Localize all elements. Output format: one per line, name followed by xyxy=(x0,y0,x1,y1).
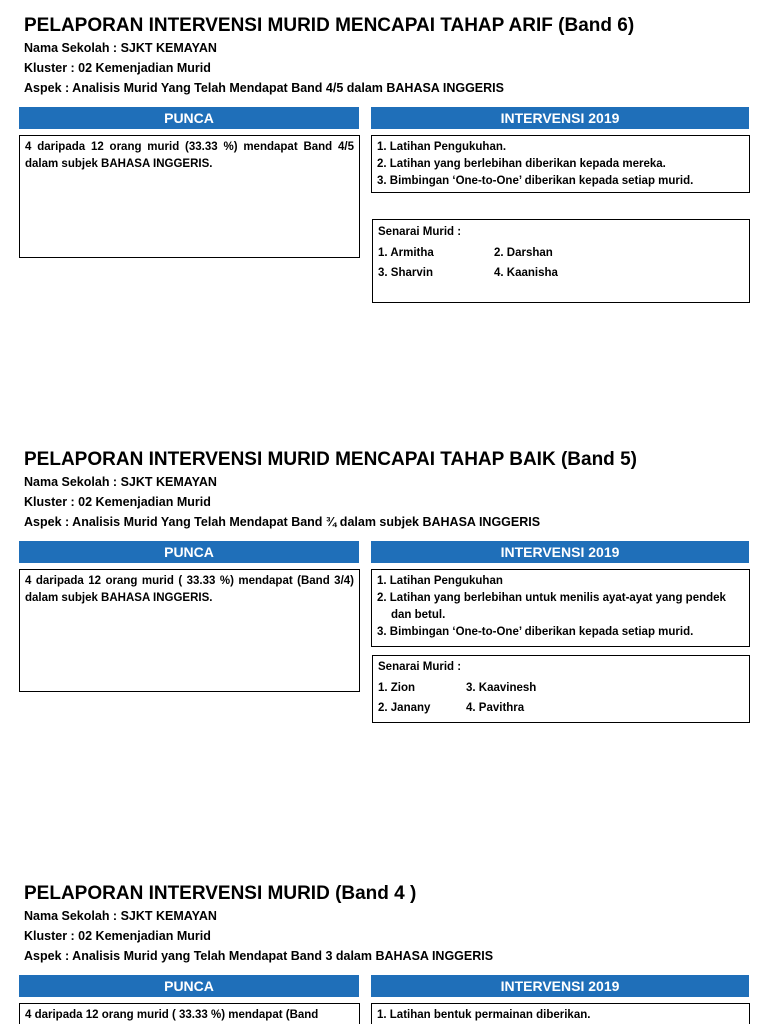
intervensi-item: 2. Latihan yang berlebihan diberikan kepada mereka. xyxy=(377,158,666,170)
intervensi-header: INTERVENSI 2019 xyxy=(371,975,749,997)
intervensi-list xyxy=(377,1007,744,1024)
punca-header: PUNCA xyxy=(19,541,359,563)
senarai-murid-title: Senarai Murid : xyxy=(378,226,462,238)
punca-box xyxy=(19,135,360,258)
intervensi-item: 2. Latihan yang berlebihan untuk menilis ayat-ayat yang pendek dan betul. xyxy=(377,592,726,621)
murid-name: 1. Zion xyxy=(378,682,416,694)
murid-name: 4. Kaanisha xyxy=(494,267,558,279)
murid-list xyxy=(378,680,744,717)
intervensi-item: 1. Latihan Pengukuhan. xyxy=(377,141,507,153)
report-section-band-4 xyxy=(0,881,768,1024)
murid-name: 2. Darshan xyxy=(494,247,553,259)
murid-name: 4. Pavithra xyxy=(466,702,525,714)
murid-name: 3. Kaavinesh xyxy=(466,682,537,694)
report-section-band-5 xyxy=(0,447,768,867)
punca-text: 4 daripada 12 orang murid (33.33 %) mendapat Band 4/5 dalam subjek BAHASA INGGERIS. xyxy=(25,141,354,170)
punca-box xyxy=(19,569,360,692)
senarai-murid-box xyxy=(372,655,750,723)
intervensi-box xyxy=(371,1003,750,1024)
murid-name: 2. Janany xyxy=(378,702,431,714)
murid-name: 3. Sharvin xyxy=(378,267,433,279)
murid-name: 1. Armitha xyxy=(378,247,434,259)
murid-list xyxy=(378,245,744,282)
report-section-band-6 xyxy=(0,13,768,433)
punca-box xyxy=(19,1003,360,1024)
intervensi-item: 3. Bimbingan ‘One-to-One’ diberikan kepada setiap murid. xyxy=(377,175,694,187)
intervensi-header: INTERVENSI 2019 xyxy=(371,541,749,563)
cluster: Kluster : 02 Kemenjadian Murid xyxy=(24,495,211,509)
intervensi-item: 1. Latihan Pengukuhan xyxy=(377,575,503,587)
report-title: PELAPORAN INTERVENSI MURID (Band 4 ) xyxy=(24,883,417,904)
cluster: Kluster : 02 Kemenjadian Murid xyxy=(24,929,211,943)
senarai-murid-box xyxy=(372,219,750,303)
school-name: Nama Sekolah : SJKT KEMAYAN xyxy=(24,475,217,489)
intervensi-item: 3. Bimbingan ‘One-to-One’ diberikan kepada setiap murid. xyxy=(377,626,694,638)
intervensi-header: INTERVENSI 2019 xyxy=(371,107,749,129)
punca-text: 4 daripada 12 orang murid ( 33.33 %) mendapat (Band 3/4) dalam subjek BAHASA INGGERIS. xyxy=(25,575,354,604)
punca-text: 4 daripada 12 orang murid ( 33.33 %) mendapat (Band xyxy=(25,1009,319,1021)
intervensi-box xyxy=(371,569,750,647)
intervensi-list xyxy=(377,573,744,641)
intervensi-item: 1. Latihan bentuk permainan diberikan. xyxy=(377,1009,591,1021)
senarai-murid-title: Senarai Murid : xyxy=(378,661,462,673)
report-title: PELAPORAN INTERVENSI MURID MENCAPAI TAHAP ARIF (Band 6) xyxy=(24,15,635,36)
punca-header: PUNCA xyxy=(19,975,359,997)
report-title: PELAPORAN INTERVENSI MURID MENCAPAI TAHAP BAIK (Band 5) xyxy=(24,449,637,470)
cluster: Kluster : 02 Kemenjadian Murid xyxy=(24,61,211,75)
intervensi-box xyxy=(371,135,750,193)
aspect: Aspek : Analisis Murid Yang Telah Mendapat Band ¾ dalam subjek BAHASA INGGERIS xyxy=(24,515,541,529)
punca-header: PUNCA xyxy=(19,107,359,129)
intervensi-list xyxy=(377,139,744,190)
aspect: Aspek : Analisis Murid yang Telah Mendapat Band 3 dalam BAHASA INGGERIS xyxy=(24,949,494,963)
school-name: Nama Sekolah : SJKT KEMAYAN xyxy=(24,909,217,923)
aspect: Aspek : Analisis Murid Yang Telah Mendapat Band 4/5 dalam BAHASA INGGERIS xyxy=(24,81,504,95)
school-name: Nama Sekolah : SJKT KEMAYAN xyxy=(24,41,217,55)
